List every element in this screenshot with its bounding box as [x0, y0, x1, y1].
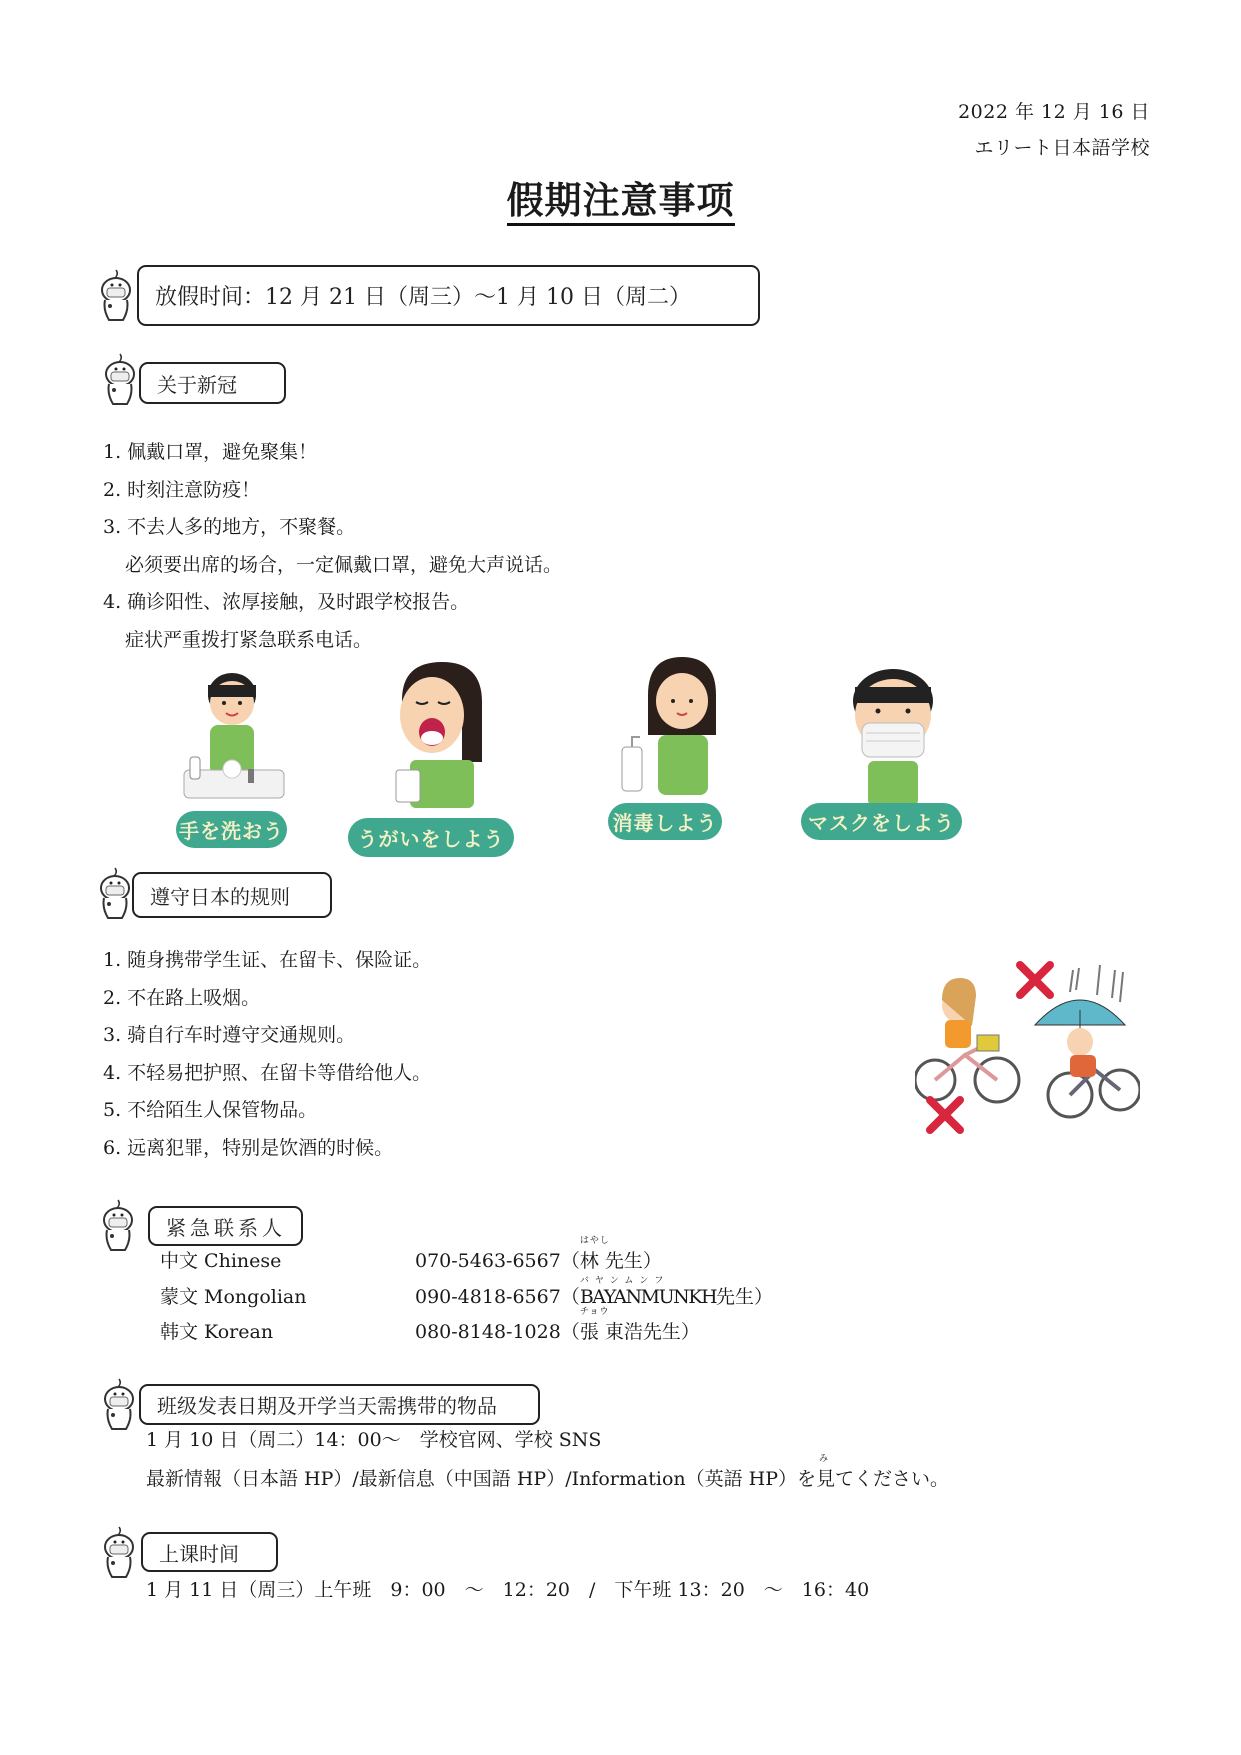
list-item-continuation: 必须要出席的场合，一定佩戴口罩，避免大声说话。: [125, 553, 563, 576]
ruby-miru: [816, 1454, 836, 1491]
gargling-label: うがいをしよう: [350, 820, 512, 855]
announce-date-line: 1 月 10 日（周二）14：00～ 学校官网、学校 SNS: [146, 1429, 602, 1451]
mascot-icon: [98, 268, 134, 324]
contact-language: 韩文 Korean: [160, 1321, 274, 1343]
list-item: 1. 随身携带学生证、在留卡、保险证。: [103, 949, 432, 971]
list-item: 2. 时刻注意防疫！: [103, 478, 261, 501]
section-heading-text: 遵守日本的规则: [150, 884, 290, 909]
vacation-period-text: 放假时间：12 月 21 日（周三）～1 月 10 日（周二）: [155, 285, 691, 310]
furigana: はやし: [579, 1236, 610, 1246]
hand-washing-illustration: [182, 665, 292, 810]
contact-name: [579, 1236, 610, 1273]
gargling-illustration: [372, 660, 502, 810]
list-item-continuation: 症状严重拨打紧急联系电话。: [125, 628, 373, 651]
contact-phone[interactable]: 070-5463-6567: [415, 1250, 561, 1272]
page-title: 假期注意事项: [0, 170, 1241, 224]
document-date: 2022 年 12 月 16 日: [958, 101, 1150, 123]
section-heading-contacts: [148, 1206, 303, 1246]
section-heading-text: 上课时间: [159, 1541, 239, 1566]
kanji: 見: [816, 1468, 836, 1490]
list-item: 3. 不去人多的地方，不聚餐。: [103, 516, 356, 538]
name-suffix: 先生）: [598, 1250, 662, 1272]
section-heading-covid: [139, 362, 286, 404]
vacation-period-box: [137, 265, 760, 326]
hand-washing-label: 手を洗おう: [178, 813, 285, 846]
paren: （: [560, 1286, 580, 1308]
name-suffix: 東浩先生）: [598, 1321, 700, 1343]
mascot-icon: [102, 352, 138, 408]
paren: （: [560, 1250, 580, 1272]
mascot-icon: [101, 1525, 137, 1581]
disinfect-illustration: [618, 655, 728, 800]
list-item: 4. 不轻易把护照、在留卡等借给他人。: [103, 1061, 432, 1084]
furigana: み: [819, 1454, 830, 1464]
mask-illustration: [838, 665, 948, 810]
section-heading-text: 关于新冠: [157, 372, 237, 397]
disinfect-label: 消毒しよう: [610, 805, 720, 838]
bicycle-rules-illustration: [915, 950, 1140, 1135]
list-item: 1. 佩戴口罩，避免聚集！: [103, 441, 318, 463]
list-item: 5. 不给陌生人保管物品。: [103, 1099, 318, 1121]
contact-name: [579, 1307, 610, 1344]
list-item: 6. 远离犯罪，特别是饮酒的时候。: [103, 1136, 394, 1159]
covid-list: [103, 434, 562, 659]
mascot-icon: [101, 1377, 137, 1433]
section-heading-class-announce: [139, 1384, 540, 1425]
mascot-icon: [100, 1198, 136, 1254]
section-heading-rules: [132, 872, 332, 918]
furigana: バヤンムンフ: [579, 1276, 670, 1286]
info-text-end: てください。: [835, 1468, 950, 1490]
contact-phone[interactable]: 090-4818-6567: [415, 1286, 561, 1308]
paren: （: [560, 1321, 580, 1343]
contact-language: 中文 Chinese: [160, 1250, 282, 1272]
announce-info-line: [146, 1454, 950, 1491]
info-text: 最新情報（日本語 HP）/最新信息（中国語 HP）/Information（英語 HP）を: [146, 1468, 817, 1490]
school-name: エリート日本語学校: [974, 137, 1150, 159]
section-heading-text: 班级发表日期及开学当天需携带的物品: [157, 1394, 497, 1418]
name-text: BAYANMUNKH: [579, 1286, 717, 1308]
section-heading-class-time: [141, 1532, 278, 1572]
list-item: 4. 确诊阳性、浓厚接触，及时跟学校报告。: [103, 591, 470, 613]
name-text: 林: [579, 1250, 599, 1272]
mascot-icon: [97, 866, 133, 922]
rules-list: [103, 942, 431, 1167]
contact-phone[interactable]: 080-8148-1028: [415, 1321, 561, 1343]
section-heading-text: 紧急联系人: [166, 1215, 286, 1240]
mask-label: マスクをしよう: [803, 805, 960, 838]
list-item: 2. 不在路上吸烟。: [103, 986, 261, 1009]
list-item: 3. 骑自行车时遵守交通规则。: [103, 1024, 356, 1046]
name-text: 張: [579, 1321, 599, 1343]
class-time-line: 1 月 11 日（周三）上午班 9：00 ～ 12：20 / 下午班 13：20 ～ 16：40: [146, 1579, 870, 1601]
name-suffix: 先生）: [716, 1286, 774, 1308]
contact-language: 蒙文 Mongolian: [160, 1286, 307, 1308]
furigana: チョウ: [579, 1307, 610, 1317]
